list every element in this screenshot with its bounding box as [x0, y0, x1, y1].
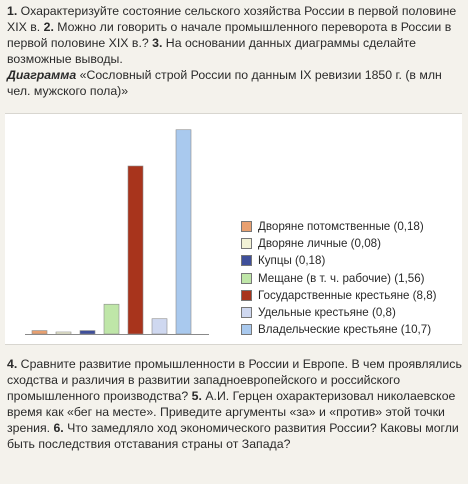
question-number: 2. [43, 20, 54, 34]
legend-label: Удельные крестьяне (0,8) [258, 306, 396, 320]
legend-swatch [241, 238, 252, 249]
legend-item [241, 218, 461, 235]
question-text: Можно ли говорить о начале промышленного переворота в России в первой половине XIX в.? [7, 20, 452, 50]
question-number: 3. [152, 36, 163, 50]
legend-item [241, 270, 461, 287]
question-number: 4. [7, 357, 18, 371]
diagram-caption: «Сословный строй России по данным IX ревизии 1850 г. (в млн чел. мужского пола)» [7, 68, 442, 98]
bar-5 [128, 166, 143, 334]
legend-label: Купцы (0,18) [258, 254, 326, 268]
question-text: На основании данных диаграммы сделайте возможные выводы. [7, 36, 416, 66]
chart-legend [241, 218, 461, 338]
legend-item [241, 235, 461, 252]
legend-label: Дворяне личные (0,08) [258, 237, 381, 251]
bar-7 [176, 130, 191, 334]
bar-1 [32, 331, 47, 334]
bar-3 [80, 331, 95, 334]
question-number: 1. [7, 4, 18, 18]
question-number: 5. [191, 389, 202, 403]
question-text: Сравните развитие промышленности в России и Европе. В чем проявлялись сходства и различия в развитии западноевропейского и российского промышленного производства? [7, 357, 462, 403]
legend-item [241, 304, 461, 321]
chart-area [5, 113, 462, 345]
legend-item [241, 252, 461, 269]
legend-swatch [241, 307, 252, 318]
questions-bottom [7, 356, 462, 452]
bar-2 [56, 332, 71, 334]
legend-swatch [241, 273, 252, 284]
legend-label: Государственные крестьяне (8,8) [258, 288, 437, 302]
legend-item [241, 321, 461, 338]
legend-label: Владельческие крестьяне (10,7) [258, 323, 432, 337]
legend-swatch [241, 255, 252, 266]
legend-label: Дворяне потомственные (0,18) [258, 220, 424, 234]
bar-6 [152, 319, 167, 334]
legend-swatch [241, 221, 252, 232]
questions-top [7, 3, 462, 99]
question-text: Охарактеризуйте состояние сельского хозяйства России в первой половине XIX в. [7, 4, 457, 34]
legend-label: Мещане (в т. ч. рабочие) (1,56) [258, 271, 425, 285]
legend-swatch [241, 290, 252, 301]
legend-swatch [241, 324, 252, 335]
diagram-label: Диаграмма [7, 68, 77, 82]
question-text: Что замедляло ход экономического развития России? Каковы могли быть последствия отставания страны от Запада? [7, 421, 459, 451]
legend-item [241, 287, 461, 304]
question-text: А.И. Герцен охарактеризовал николаевское время как «бег на месте». Приведите аргументы «за» и «против» этой точки зрения. [7, 389, 456, 435]
question-number: 6. [53, 421, 64, 435]
bar-4 [104, 304, 119, 334]
